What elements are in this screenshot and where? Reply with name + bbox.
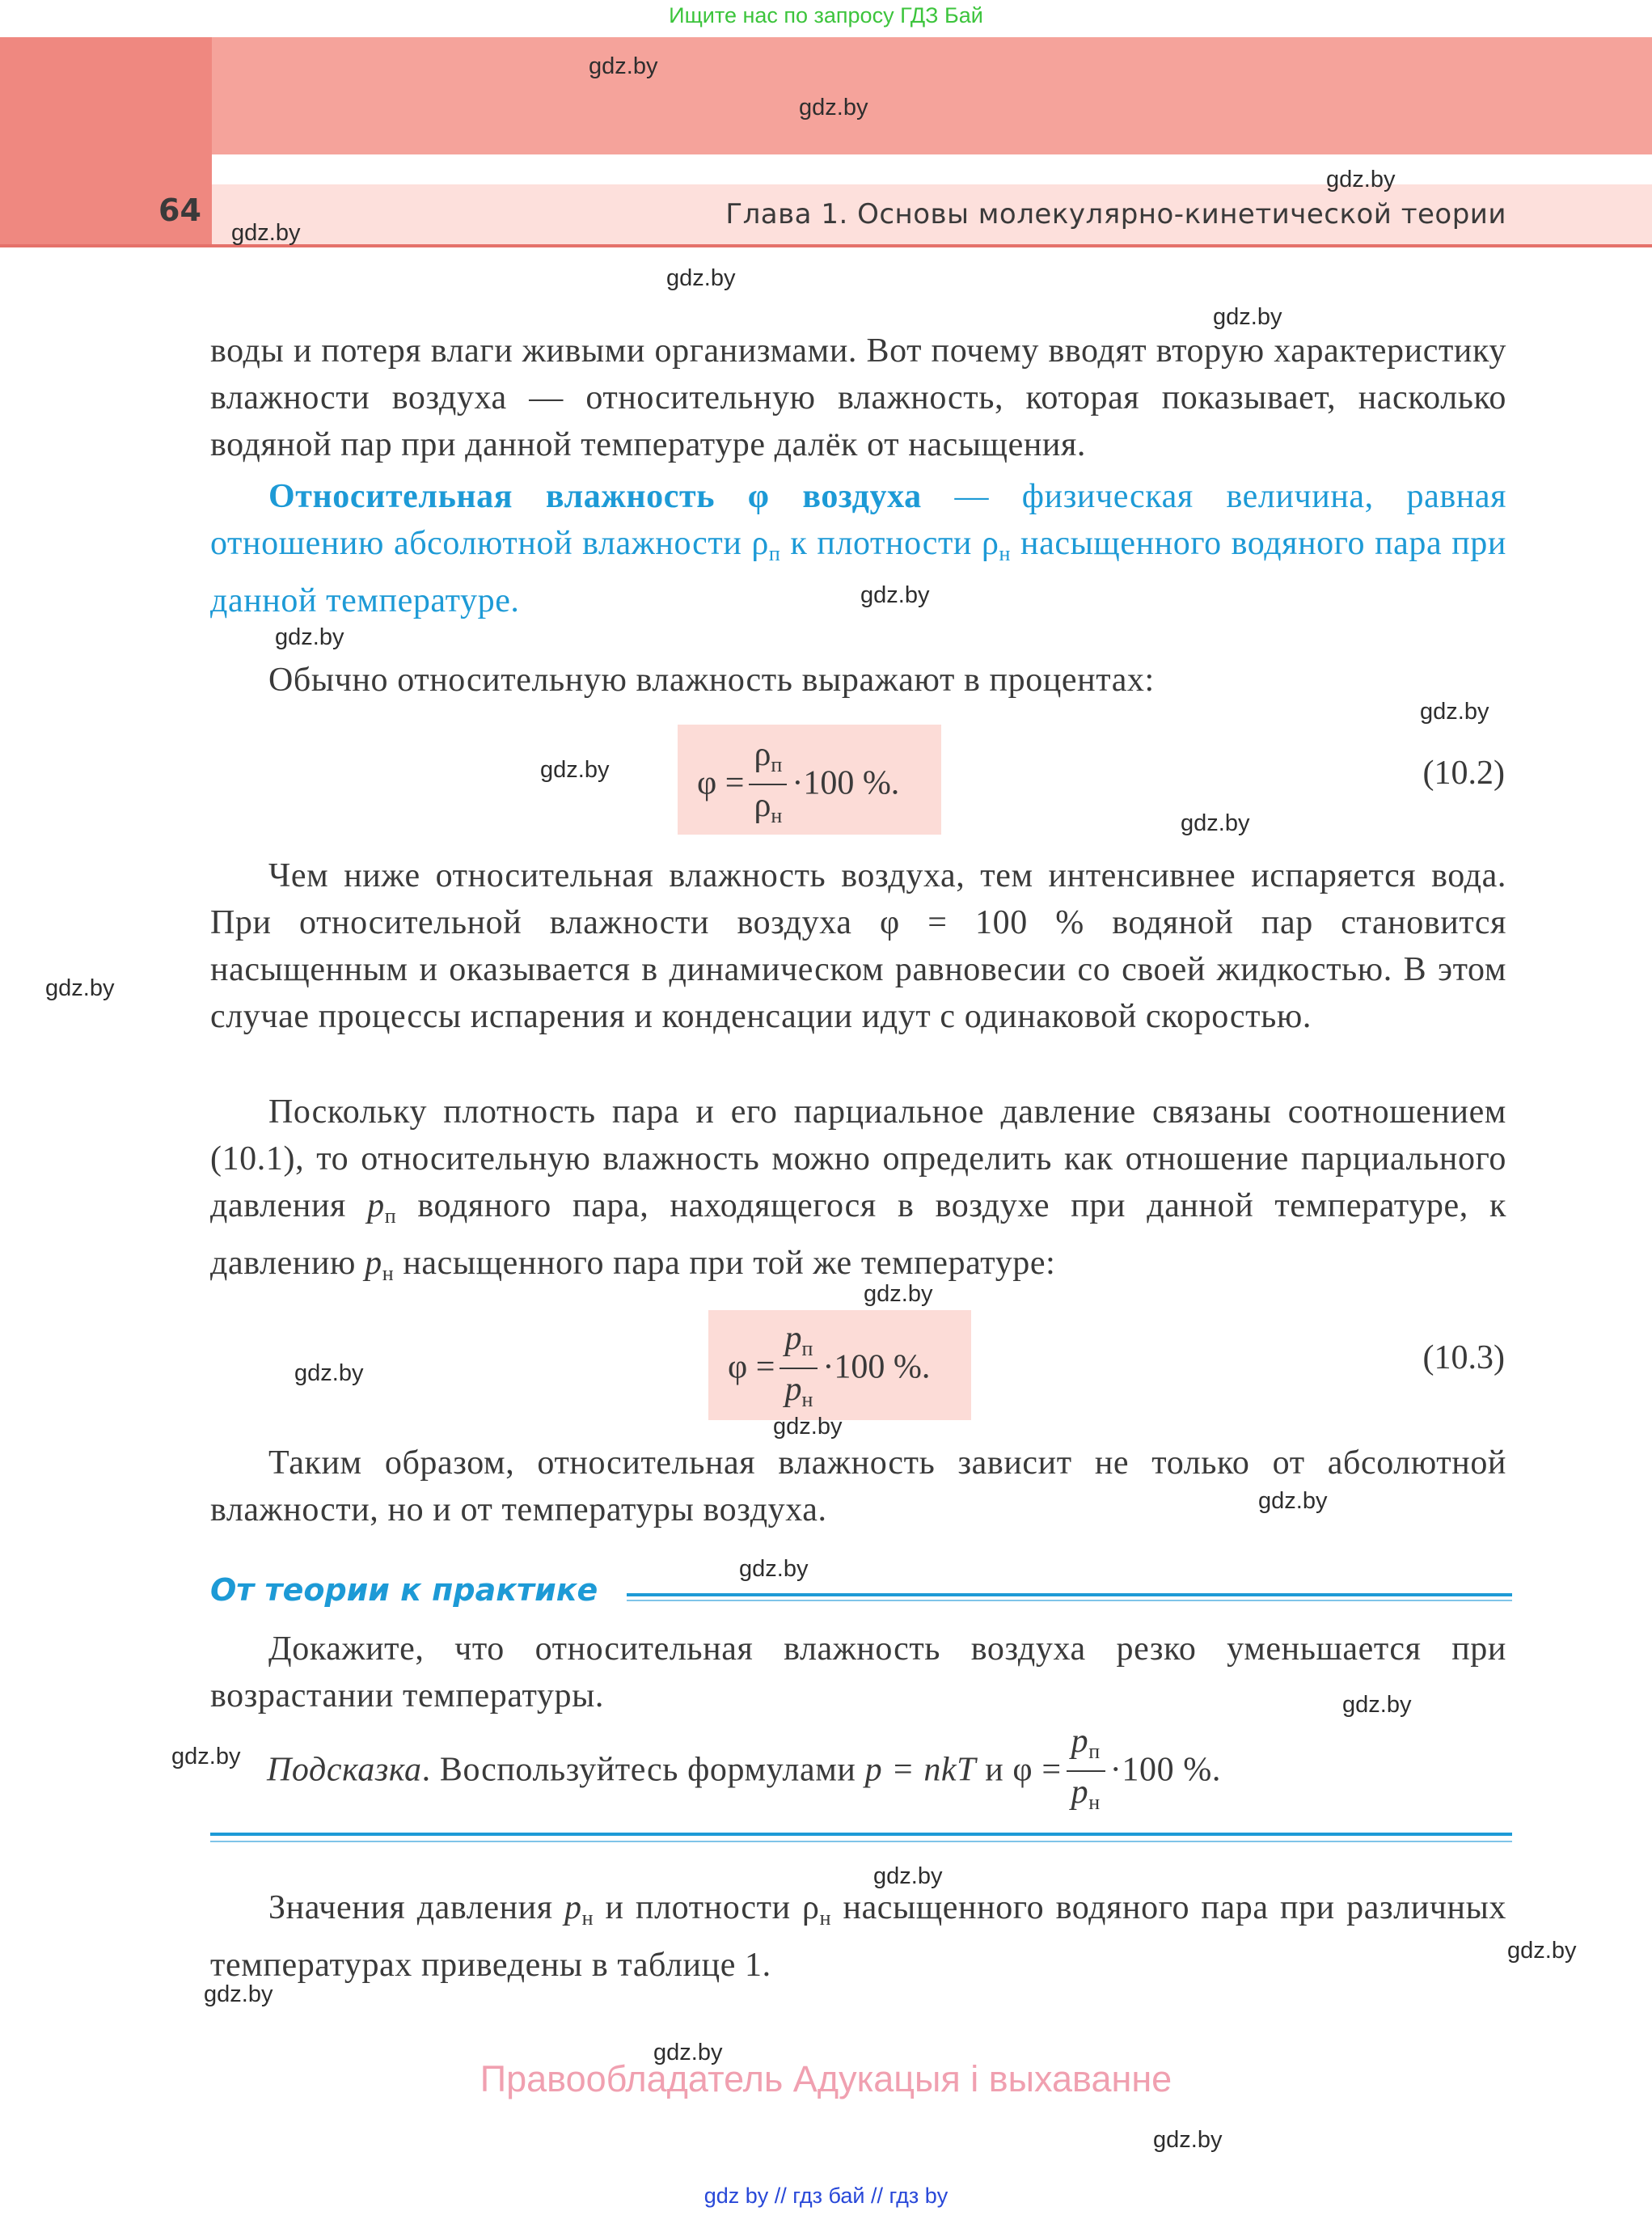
section-end-rule-thick <box>210 1833 1512 1836</box>
definition-term: Относительная влажность φ воздуха <box>268 478 922 515</box>
watermark: gdz.by <box>1326 167 1396 192</box>
practice-task: Докажите, что относительная влажность воздуха резко уменьшается при возрастании температуры. <box>210 1630 1506 1715</box>
paragraph-2: Обычно относительную влажность выражают в процентах: <box>268 662 1155 699</box>
paragraph-6-sub1: н <box>581 1906 594 1930</box>
paragraph-5: Таким образом, относительная влажность зависит не только от абсолютной влажности, но и от температуры воздуха. <box>210 1444 1506 1528</box>
formula-2-num-sub: п <box>801 1337 813 1360</box>
formula-1 <box>697 736 899 836</box>
formula-1-den: ρ <box>754 787 771 824</box>
formula-1-rhs: ·100 %. <box>792 764 900 802</box>
paragraph-4-var1: p <box>367 1187 385 1224</box>
formula-2 <box>728 1320 930 1420</box>
watermark: gdz.by <box>1258 1488 1328 1514</box>
paragraph-6-a: Значения давления <box>268 1889 565 1926</box>
formula-3-den-sub: н <box>1088 1791 1101 1814</box>
watermark: gdz.by <box>1342 1692 1412 1718</box>
chapter-title: Глава 1. Основы молекулярно-кинетической теории <box>725 198 1506 230</box>
watermark: gdz.by <box>773 1414 843 1440</box>
definition-sub-2: н <box>999 542 1012 565</box>
watermark: gdz.by <box>589 53 658 79</box>
formula-2-den-sub: н <box>801 1388 813 1411</box>
paragraph-6 <box>210 1884 1506 1989</box>
paragraph-4-sub2: н <box>382 1262 395 1285</box>
formula-2-num: p <box>784 1320 802 1357</box>
paragraph-4 <box>210 1089 1506 1297</box>
paragraph-6-var: p <box>564 1889 582 1926</box>
definition-text-1: — физическая величина, равная отношению абсолютной влажности ρ <box>210 478 1506 562</box>
paragraph-3: Чем ниже относительная влажность воздуха, тем интенсивнее испаряется вода. При относительной влажности воздуха φ = 100 % водяной пар становится насыщенным и оказывается в динамическом равновесии со своей жидкостью. В этом случае процессы испарения и конденсации идут с одинаковой скоростью. <box>210 857 1506 1035</box>
paragraph-4-a: Поскольку плотность пара и его парциальное давление связаны соотношением (10.1), то относительную влажность можно определить как отношение парциального давления <box>210 1093 1506 1224</box>
watermark: gdz.by <box>666 265 736 291</box>
watermark: gdz.by <box>540 757 610 783</box>
watermark: gdz.by <box>1507 1938 1577 1964</box>
hint-label: Подсказка <box>267 1751 422 1789</box>
formula-2-rhs: ·100 %. <box>822 1348 931 1386</box>
formula-3-num: p <box>1071 1723 1089 1760</box>
paragraph-6-sub2: н <box>819 1906 832 1930</box>
formula-2-fraction <box>780 1320 818 1420</box>
definition <box>210 473 1506 624</box>
formula-2-den: p <box>784 1371 802 1408</box>
bottom-links[interactable]: gdz by // гдз бай // гдз by <box>703 2184 949 2208</box>
watermark: gdz.by <box>864 1281 933 1307</box>
formula-3-num-sub: п <box>1088 1740 1101 1763</box>
formula-1-den-sub: н <box>771 804 783 827</box>
formula-1-lhs: φ = <box>697 764 745 802</box>
rights-holder: Правообладатель Адукацыя і выхаванне <box>480 2058 1172 2099</box>
equation-number-10-3: (10.3) <box>1422 1339 1505 1376</box>
formula-1-num: ρ <box>754 736 771 773</box>
section-title: От теории к практике <box>210 1572 598 1608</box>
paragraph-4-c: насыщенного пара при той же температуре: <box>394 1245 1056 1282</box>
formula-3-rhs: ·100 %. <box>1109 1751 1221 1789</box>
section-end-rule-thin <box>210 1841 1512 1842</box>
equation-number-10-2: (10.2) <box>1422 755 1505 792</box>
watermark: gdz.by <box>1153 2127 1223 2153</box>
watermark: gdz.by <box>799 95 868 121</box>
formula-3-fraction <box>1067 1723 1105 1823</box>
formula-3-den: p <box>1071 1774 1089 1811</box>
top-note: Ищите нас по запросу ГДЗ Бай <box>669 3 983 27</box>
watermark: gdz.by <box>204 1981 273 2007</box>
section-rule-thick <box>627 1593 1512 1596</box>
paragraph-6-c: насыщенного водяного пара при различных температурах приведены в таблице 1. <box>210 1889 1506 1984</box>
page-number: 64 <box>158 192 201 228</box>
hint-and: и <box>976 1751 1013 1789</box>
hint <box>267 1723 1221 1823</box>
section-rule-thin <box>627 1600 1512 1601</box>
hint-text: . Воспользуйтесь формулами <box>421 1751 865 1789</box>
watermark: gdz.by <box>1213 304 1282 330</box>
definition-text-2: к плотности ρ <box>780 525 999 562</box>
watermark: gdz.by <box>653 2040 723 2065</box>
definition-sub-1: п <box>768 542 781 565</box>
watermark: gdz.by <box>171 1744 241 1769</box>
hint-formula-1: p = nkT <box>864 1751 977 1789</box>
watermark: gdz.by <box>231 220 301 246</box>
watermark: gdz.by <box>860 582 930 608</box>
watermark: gdz.by <box>1420 699 1489 725</box>
watermark: gdz.by <box>739 1556 809 1582</box>
watermark: gdz.by <box>275 624 344 650</box>
header-band-mid <box>212 37 1652 154</box>
watermark: gdz.by <box>1181 810 1250 836</box>
watermark: gdz.by <box>45 975 115 1001</box>
formula-2-lhs: φ = <box>728 1348 775 1386</box>
paragraph-6-b: и плотности ρ <box>594 1889 820 1926</box>
formula-1-fraction <box>749 736 787 836</box>
formula-1-num-sub: п <box>771 753 783 776</box>
watermark: gdz.by <box>873 1863 943 1889</box>
paragraph-4-var2: p <box>365 1245 382 1282</box>
watermark: gdz.by <box>294 1360 364 1386</box>
definition-text-3: насыщенного водяного пара при данной температуре. <box>210 525 1506 619</box>
formula-3-lhs: φ = <box>1012 1751 1062 1789</box>
paragraph-4-b: водяного пара, находящегося в воздухе при данной температуре, к давлению <box>210 1187 1506 1282</box>
paragraph-1: воды и потеря влаги живыми организмами. Вот почему вводят вторую характеристику влажности воздуха — относительную влажность, которая показывает, насколько водяной пар при данной температуре далёк от насыщения. <box>210 332 1506 463</box>
paragraph-4-sub1: п <box>384 1204 397 1228</box>
